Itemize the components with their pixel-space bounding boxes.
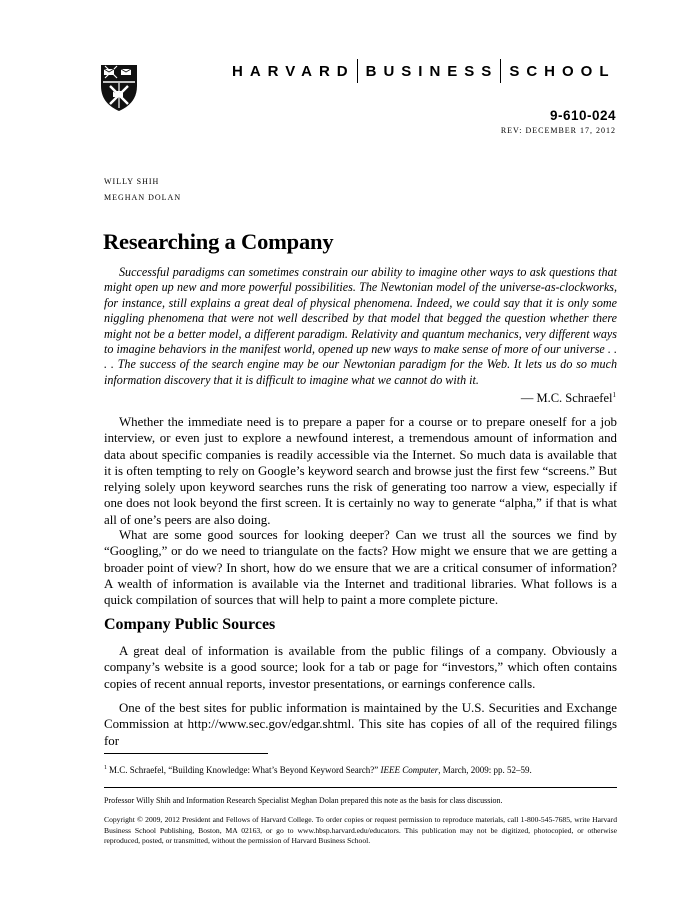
footnote-number: 1 xyxy=(104,765,107,771)
copyright-notice: Copyright © 2009, 2012 President and Fellows of Harvard College. To order copies or request permission to reproduce materials, call 1-800-545-7685, write Harvard Business School Publishing, Boston, MA 02163, or go to www.hbsp.harvard.edu/educators. This publication may not be digitized, photocopied, or otherwise reproduced, posted, or transmitted, without the permission of Harvard Business School. xyxy=(104,815,617,846)
body-paragraph: Whether the immediate need is to prepare a paper for a course or to prepare oneself for a job interview, or even just to explore a newfound interest, a tremendous amount of information and data about specific companies is readily accessible via the Internet. So much data is available that it is often tempting to rely on Google’s keyword search and browse just the first few “screens.” But relying solely upon keyword searches runs the risk of generating too narrow a view, especially if one does not look beyond the first screen. It is certainly no way to generate “alpha,” if that is what all of one’s peers are also doing. xyxy=(104,415,617,527)
footnote-journal: IEEE Computer xyxy=(380,765,439,775)
footnote-separator xyxy=(104,753,268,754)
attribution-text: — M.C. Schraefel xyxy=(520,391,613,405)
author-name: WILLY SHIH xyxy=(104,177,160,186)
footnote-reference: 1 xyxy=(612,391,616,399)
footnote-citation: M.C. Schraefel, “Building Knowledge: What’s Beyond Keyword Search?” xyxy=(109,765,381,775)
body-paragraph: One of the best sites for public information is maintained by the U.S. Securities and Exchange Commission at http://www.sec.gov/edgar.shtml. This site has copies of all of the required filings for xyxy=(104,701,617,748)
epigraph-attribution xyxy=(521,391,616,406)
body-paragraph: What are some good sources for looking deeper? Can we trust all the sources we find by “Googling,” or do we need to triangulate on the facts? How might we ensure that we are getting a broader point of view? In short, how do we ensure that we are a critical consumer of information? A wealth of information is available via the Internet and traditional libraries. What follows is a quick compilation of sources that will help to paint a more complete picture. xyxy=(104,528,617,608)
masthead-divider xyxy=(500,59,501,83)
masthead-harvard: HARVARD xyxy=(232,62,355,80)
harvard-shield-icon xyxy=(100,64,138,112)
masthead-school: SCHOOL xyxy=(509,62,616,80)
epigraph-quote: Successful paradigms can sometimes constrain our ability to imagine other ways to ask questions that might open up new and more powerful possibilities. The Newtonian model of the universe-as-clockworks, for instance, still explains a great deal of physical phenomena. Indeed, we could say that it is only some niggling phenomena that were not well described by that model that begged the question whether there might not be a better model, a different paradigm. Relativity and quantum mechanics, very different ways to imagine behaviors in the manifest world, opened up new ways to make sense of more of our universe . . . . The success of the search engine may be our Newtonian paradigm for the Web. It lets us do so much information discovery that it is difficult to imagine what we cannot do with it. xyxy=(104,265,617,387)
footnote-pages: , March, 2009: pp. 52–59. xyxy=(438,765,532,775)
page-footer-rule xyxy=(104,787,617,788)
school-masthead xyxy=(232,60,622,82)
section-heading: Company Public Sources xyxy=(104,616,276,633)
footnote xyxy=(104,765,532,775)
document-title: Researching a Company xyxy=(103,229,334,254)
preparer-note: Professor Willy Shih and Information Research Specialist Meghan Dolan prepared this note as the basis for class discussion. xyxy=(104,796,503,805)
revision-date: REV: DECEMBER 17, 2012 xyxy=(500,126,616,135)
case-number: 9-610-024 xyxy=(549,108,616,123)
body-paragraph: A great deal of information is available from the public filings of a company. Obviously a company’s website is a good source; look for a tab or page for “investors,” which often contains copies of recent annual reports, investor presentations, or earnings conference calls. xyxy=(104,644,617,691)
author-name: MEGHAN DOLAN xyxy=(104,193,182,202)
masthead-business: BUSINESS xyxy=(365,62,499,80)
masthead-divider xyxy=(357,59,358,83)
